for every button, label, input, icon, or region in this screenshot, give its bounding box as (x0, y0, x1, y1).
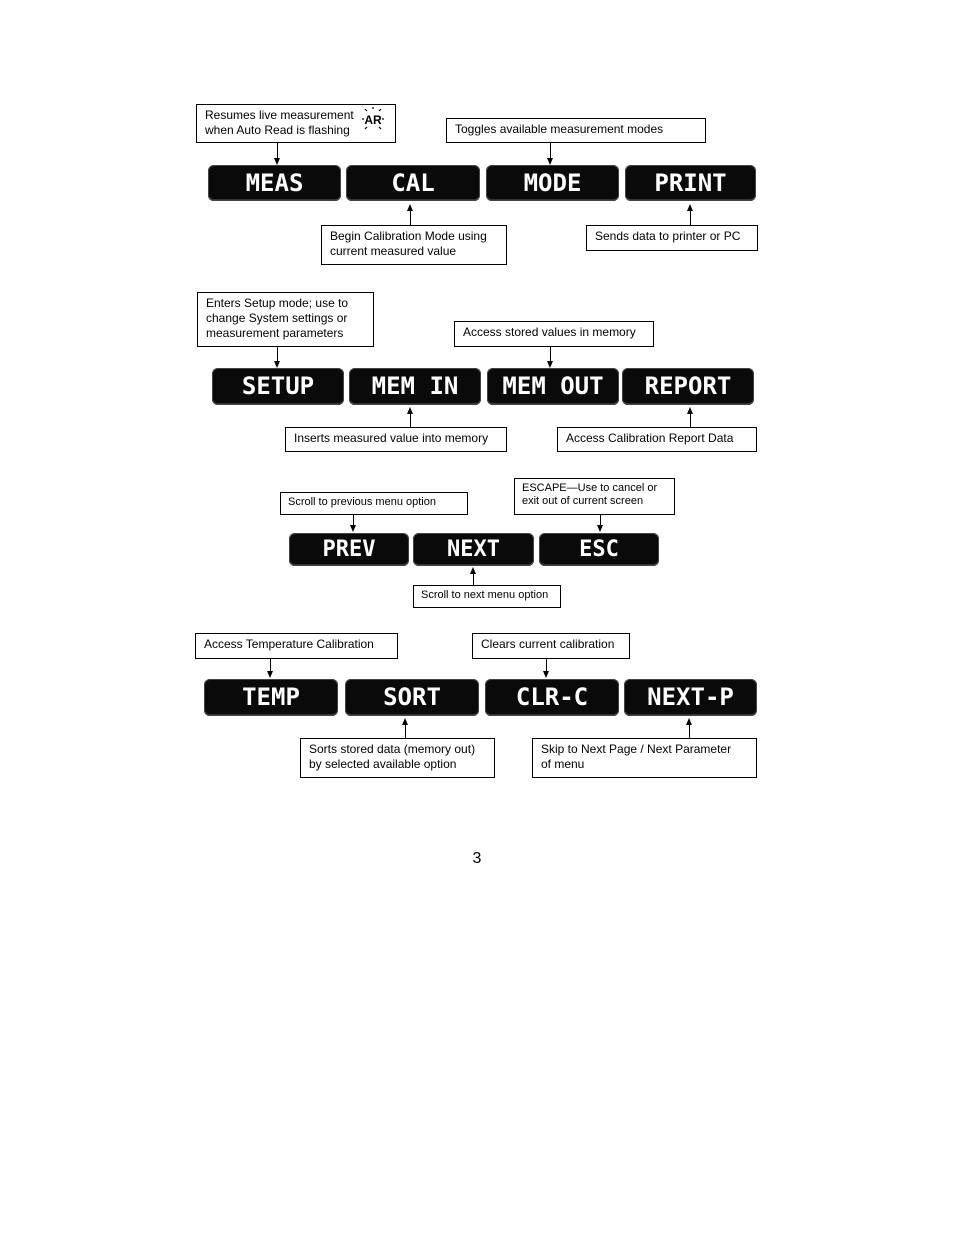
connector (473, 573, 474, 585)
meas-key[interactable]: MEAS (208, 165, 341, 201)
callout-meas (196, 104, 396, 143)
callout-line: exit out of current screen (522, 495, 644, 507)
connector (550, 347, 551, 362)
clr-c-key[interactable]: CLR-C (485, 679, 619, 716)
mode-key[interactable]: MODE (486, 165, 619, 201)
callout-mem-in (285, 427, 507, 452)
arrow-down-icon (547, 361, 553, 368)
callout-line: Enters Setup mode; use to (206, 296, 349, 310)
callout-next (413, 585, 561, 608)
connector (277, 143, 278, 159)
sort-key[interactable]: SORT (345, 679, 479, 716)
connector (689, 724, 690, 738)
callout-line: Resumes live measurement (205, 108, 354, 122)
auto-read-flashing-icon (361, 107, 385, 131)
page-number: 3 (472, 850, 482, 867)
arrow-down-icon (274, 158, 280, 165)
callout-line: by selected available option (309, 757, 457, 771)
arrow-down-icon (547, 158, 553, 165)
callout-line: measurement parameters (206, 326, 344, 340)
callout-cal (321, 225, 507, 265)
print-key[interactable]: PRINT (625, 165, 756, 201)
callout-line: Toggles available measurement modes (455, 122, 664, 136)
arrow-down-icon (274, 361, 280, 368)
callout-line: Inserts measured value into memory (294, 431, 489, 445)
callout-clr-c (472, 633, 630, 659)
connector (277, 347, 278, 362)
setup-key[interactable]: SETUP (212, 368, 344, 405)
callout-line: Scroll to next menu option (421, 589, 549, 601)
callout-line: when Auto Read is flashing (205, 123, 350, 137)
callout-line: Access Temperature Calibration (204, 637, 374, 651)
temp-key[interactable]: TEMP (204, 679, 338, 716)
callout-line: Sorts stored data (memory out) (309, 742, 476, 756)
callout-line: Begin Calibration Mode using (330, 229, 487, 243)
arrow-down-icon (350, 525, 356, 532)
callout-line: current measured value (330, 244, 457, 258)
callout-report (557, 427, 757, 452)
connector (410, 210, 411, 225)
mem-in-key[interactable]: MEM IN (349, 368, 481, 405)
auto-read-label: AR (364, 113, 382, 127)
report-key[interactable]: REPORT (622, 368, 754, 405)
callout-esc (514, 478, 675, 515)
callout-line: Access stored values in memory (463, 325, 636, 339)
arrow-down-icon (597, 525, 603, 532)
connector (410, 413, 411, 427)
arrow-down-icon (267, 671, 273, 678)
callout-next-p (532, 738, 757, 778)
callout-line: Sends data to printer or PC (595, 229, 741, 243)
connector (550, 143, 551, 159)
callout-line: ESCAPE—Use to cancel or (522, 482, 658, 494)
callout-line: of menu (541, 757, 585, 771)
esc-key[interactable]: ESC (539, 533, 659, 566)
callout-sort (300, 738, 495, 778)
callout-line: change System settings or (206, 311, 348, 325)
callout-line: Skip to Next Page / Next Parameter (541, 742, 732, 756)
callout-mem-out (454, 321, 654, 347)
prev-key[interactable]: PREV (289, 533, 409, 566)
callout-setup (197, 292, 374, 347)
connector (690, 210, 691, 225)
connector (690, 413, 691, 427)
callout-line: Clears current calibration (481, 637, 615, 651)
callout-line: Access Calibration Report Data (566, 431, 734, 445)
connector (405, 724, 406, 738)
callout-line: Scroll to previous menu option (288, 496, 436, 508)
arrow-down-icon (543, 671, 549, 678)
callout-temp (195, 633, 398, 659)
next-p-key[interactable]: NEXT-P (624, 679, 757, 716)
callout-prev (280, 492, 468, 515)
callout-print (586, 225, 758, 251)
callout-mode (446, 118, 706, 143)
mem-out-key[interactable]: MEM OUT (487, 368, 619, 405)
next-key[interactable]: NEXT (413, 533, 534, 566)
cal-key[interactable]: CAL (346, 165, 480, 201)
